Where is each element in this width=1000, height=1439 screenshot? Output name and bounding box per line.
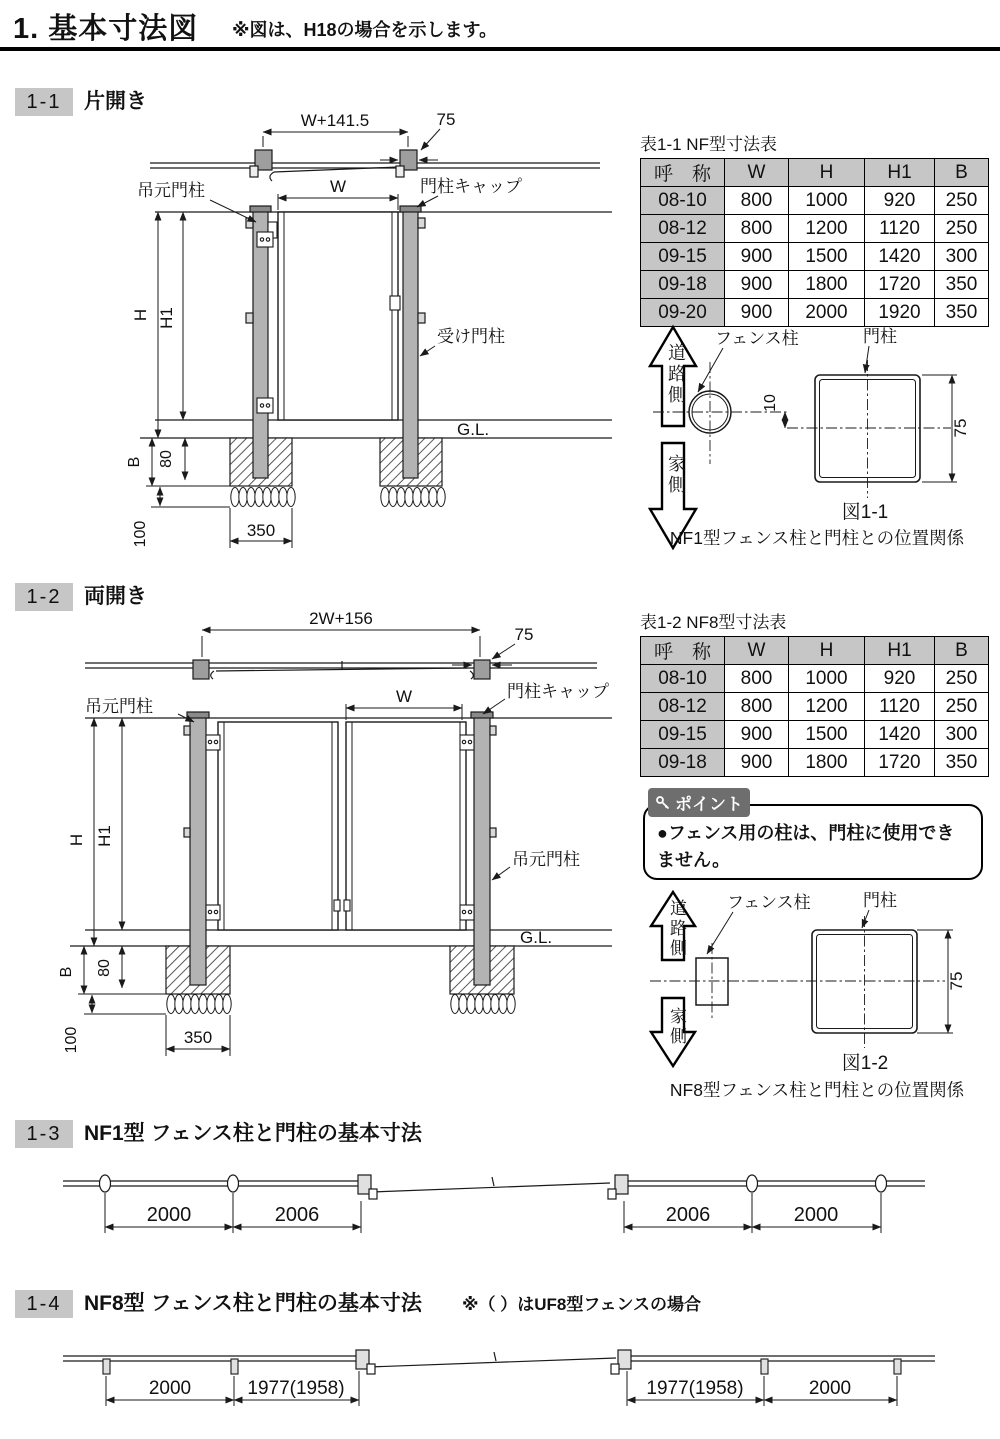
table-header-row — [641, 637, 989, 665]
col-h: H — [789, 159, 865, 187]
gate-post-section — [812, 916, 917, 1048]
fence-post-section — [650, 943, 945, 1020]
point-text: ●フェンス用の柱は、門柱に使用できません。 — [643, 804, 983, 880]
ground-level-label: G.L. — [457, 420, 490, 439]
dim-span: 2000 — [793, 1204, 839, 1226]
dim-b: B — [126, 456, 143, 468]
road-side-label: 道路側 — [666, 342, 686, 406]
label-post-cap: 門柱キャップ — [420, 177, 522, 196]
figure-dimensions — [698, 346, 957, 482]
page-title-note: ※図は、H18の場合を示します。 — [232, 20, 498, 40]
section-1-2-heading: 両開き — [84, 585, 147, 608]
dim-opening-width: 2W+156 — [309, 609, 373, 628]
table-header-row — [641, 159, 989, 187]
dim-span: 2000 — [148, 1378, 192, 1399]
figure-dimensions — [707, 910, 953, 1033]
label-hinge-post-right: 吊元門柱 — [512, 850, 580, 869]
house-side-label: 家側 — [667, 1007, 686, 1047]
col-h1: H1 — [865, 159, 935, 187]
label-receive-post: 受け門柱 — [437, 327, 505, 346]
gate-panel — [278, 212, 398, 420]
label-hinge-post-left: 吊元門柱 — [85, 697, 153, 716]
foundations — [166, 946, 515, 1014]
col-name: 呼 称 — [641, 159, 725, 187]
fence-lines — [63, 1352, 935, 1367]
figure-number: 図1-2 — [841, 1053, 889, 1074]
dim-gate-width: W — [395, 687, 413, 706]
gate-panels — [218, 722, 466, 930]
table-nf8-dimensions — [640, 636, 989, 777]
dim-gate-width: W — [329, 177, 347, 196]
table-row: 08-10 800 1000 920 250 — [641, 187, 989, 215]
table-row: 09-20 900 2000 1920 350 — [641, 299, 989, 327]
dim-span: 2006 — [274, 1204, 320, 1226]
title-rule — [0, 47, 1000, 51]
dim-post-75: 75 — [947, 971, 966, 991]
drawing-nf8-fence-layout — [0, 1335, 1000, 1439]
dim-offset-10: 10 — [762, 394, 779, 412]
page-title: 1. 基本寸法図 — [13, 13, 199, 45]
dim-post-75: 75 — [514, 625, 534, 644]
figure-caption: NF8型フェンス柱と門柱との位置関係 — [669, 1080, 965, 1100]
plan-view-fence-lines — [150, 163, 600, 181]
table-row: 08-10 800 1000 920 250 — [641, 665, 989, 693]
dim-height-h: H — [67, 833, 86, 847]
fence-lines — [63, 1177, 925, 1192]
label-hinge-post: 吊元門柱 — [137, 181, 205, 200]
layout-dimensions — [106, 1371, 897, 1406]
dim-span: 1977(1958) — [247, 1378, 345, 1399]
section-1-3-number: 1-3 — [15, 1120, 73, 1148]
col-name: 呼 称 — [641, 637, 725, 665]
section-1-1-heading: 片開き — [84, 90, 147, 113]
dim-span: 2000 — [808, 1378, 852, 1399]
label-fence-post: フェンス柱 — [715, 329, 799, 348]
key-icon — [655, 795, 671, 811]
label-fence-post: フェンス柱 — [727, 893, 811, 912]
plan-view-dimensions — [202, 630, 515, 665]
label-gate-post: 門柱 — [863, 891, 897, 910]
dim-b: B — [58, 966, 75, 978]
point-tab-label: ポイント — [675, 795, 743, 814]
section-1-1-number: 1-1 — [15, 88, 73, 116]
gate-post-section — [787, 360, 951, 498]
dim-350: 350 — [246, 521, 276, 540]
dim-span: 2000 — [146, 1204, 192, 1226]
table-nf1-caption: 表1-1 NF型寸法表 — [640, 135, 777, 154]
house-side-label: 家側 — [666, 454, 686, 496]
figure-nf1-position — [635, 322, 1000, 572]
table-row: 09-18 900 1800 1720 350 — [641, 749, 989, 777]
figure-number: 図1-1 — [841, 502, 889, 523]
table-row: 09-15 900 1500 1420 300 — [641, 721, 989, 749]
dim-post-75: 75 — [951, 418, 970, 438]
col-h: H — [789, 637, 865, 665]
section-1-4-heading: NF8型 フェンス柱と門柱の基本寸法 — [84, 1292, 422, 1315]
table-nf8-block — [640, 608, 989, 777]
point-callout — [643, 788, 988, 884]
elevation-rails — [70, 718, 612, 946]
section-1-4-number: 1-4 — [15, 1290, 73, 1318]
point-tab — [648, 788, 750, 817]
dim-span: 2006 — [665, 1204, 711, 1226]
col-w: W — [725, 159, 789, 187]
plan-view-fence-lines — [85, 661, 597, 679]
dim-80: 80 — [96, 959, 113, 977]
table-nf8-caption: 表1-2 NF8型寸法表 — [640, 613, 787, 632]
layout-dimensions — [105, 1193, 881, 1233]
table-row: 09-15 900 1500 1420 300 — [641, 243, 989, 271]
drawing-nf1-fence-layout — [0, 1165, 1000, 1265]
section-1-2-number: 1-2 — [15, 583, 73, 611]
table-row: 08-12 800 1200 1120 250 — [641, 693, 989, 721]
drawing-double-swing-gate — [0, 600, 630, 1100]
dim-100: 100 — [63, 1026, 80, 1054]
figure-caption: NF1型フェンス柱と門柱との位置関係 — [669, 528, 965, 548]
road-side-label: 道路側 — [667, 899, 686, 959]
section-1-4-note: ※（ ）はUF8型フェンスの場合 — [462, 1295, 702, 1314]
dim-80: 80 — [158, 450, 175, 468]
dim-100: 100 — [132, 520, 149, 548]
section-1-3-heading: NF1型 フェンス柱と門柱の基本寸法 — [84, 1122, 422, 1145]
drawing-single-swing-gate — [0, 110, 630, 580]
dim-height-h1: H1 — [95, 825, 114, 847]
figure-nf8-position — [635, 888, 1000, 1108]
label-gate-post: 門柱 — [863, 327, 897, 346]
dim-350: 350 — [183, 1028, 213, 1047]
col-w: W — [725, 637, 789, 665]
dim-height-h1: H1 — [157, 307, 176, 329]
table-nf1-block — [640, 130, 989, 327]
ground-level-label: G.L. — [520, 928, 553, 947]
table-row: 08-12 800 1200 1120 250 — [641, 215, 989, 243]
col-h1: H1 — [865, 637, 935, 665]
table-row: 09-18 900 1800 1720 350 — [641, 271, 989, 299]
dim-post-75: 75 — [436, 110, 456, 129]
dim-opening-width: W+141.5 — [300, 111, 370, 130]
table-nf1-dimensions — [640, 158, 989, 327]
col-b: B — [935, 159, 989, 187]
label-post-cap: 門柱キャップ — [507, 682, 609, 701]
col-b: B — [935, 637, 989, 665]
dim-span: 1977(1958) — [646, 1378, 744, 1399]
dim-height-h: H — [131, 308, 150, 322]
